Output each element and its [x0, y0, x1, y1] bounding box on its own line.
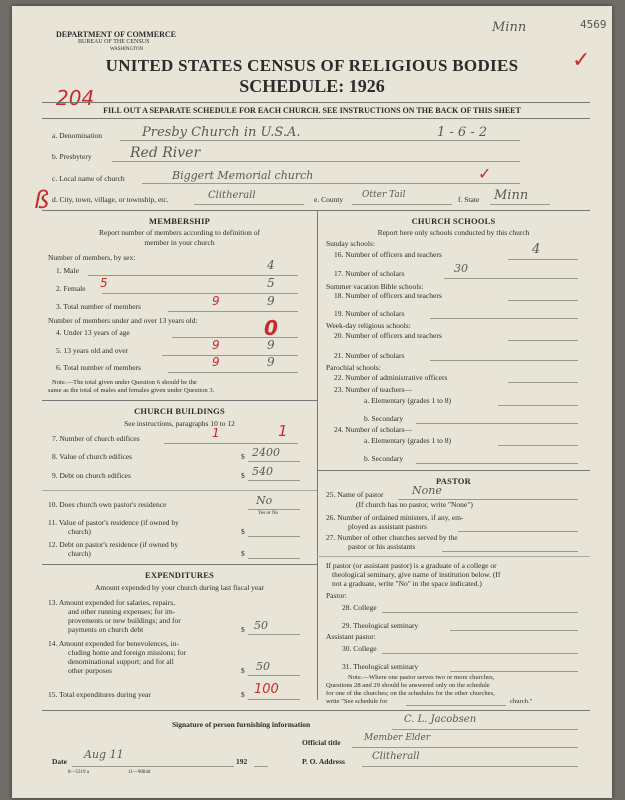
edifice-debt-value: 540 — [252, 465, 273, 478]
schools-title: CHURCH SCHOOLS — [411, 216, 496, 226]
q30-label: 30. College — [342, 644, 377, 653]
graduate-note-1: If pastor (or assistant pastor) is a graduate of a college or — [326, 561, 497, 570]
q20-label: 20. Number of officers and teachers — [334, 331, 442, 340]
form-title: UNITED STATES CENSUS OF RELIGIOUS BODIES — [105, 56, 519, 75]
q14-line-4: other purposes — [68, 666, 112, 675]
q19-label: 19. Number of scholars — [334, 309, 405, 318]
age-heading: Number of members under and over 13 years old: — [48, 316, 198, 325]
parochial-heading: Parochial schools: — [326, 363, 381, 372]
pastor-note-5: church." — [510, 698, 533, 705]
dollar-sign: $ — [241, 666, 245, 675]
by-sex-heading: Number of members, by sex: — [48, 253, 136, 262]
signature-value: C. L. Jacobsen — [404, 714, 477, 725]
under-13-label: 4. Under 13 years of age — [56, 328, 130, 337]
summer-heading: Summer vacation Bible schools: — [326, 282, 424, 291]
total-members-value: 9 — [267, 294, 275, 308]
male-value: 4 — [267, 258, 275, 272]
pastor-note-1: Note.—Where one pastor serves two or more churches, — [348, 674, 495, 681]
dollar-sign: $ — [241, 452, 245, 461]
over-13-value: 9 — [267, 338, 275, 352]
church-name-label: c. Local name of church — [52, 174, 125, 183]
q23b-label: b. Secondary — [364, 414, 404, 423]
q13-line-4: payments on church debt — [68, 625, 144, 634]
q16-label: 16. Number of officers and teachers — [334, 250, 442, 259]
q14-line-1: 14. Amount expended for benevolences, in- — [48, 639, 180, 648]
po-address-value: Clitherall — [372, 751, 420, 762]
q25-value: None — [412, 484, 442, 497]
q21-label: 21. Number of scholars — [334, 351, 405, 360]
q24-label: 24. Number of scholars— — [334, 425, 412, 434]
edifices-label: 7. Number of church edifices — [52, 434, 140, 443]
q31-label: 31. Theological seminary — [342, 662, 419, 671]
q17-label: 17. Number of scholars — [334, 269, 405, 278]
red-check-mark-2: ✓ — [478, 164, 492, 183]
edifices-value: 1 — [278, 422, 288, 440]
q24b-label: b. Secondary — [364, 454, 404, 463]
red-handwritten-number: 204 — [56, 86, 95, 110]
total-members-2-value: 9 — [267, 355, 275, 369]
dollar-sign: $ — [241, 527, 245, 536]
q25-label: 25. Name of pastor — [326, 490, 384, 499]
membership-sub-2: member in your church — [144, 238, 215, 247]
residence-debt-label-2: church) — [68, 549, 91, 558]
q13-line-1: 13. Amount expended for salaries, repairs, — [48, 598, 176, 607]
q23-label: 23. Number of teachers— — [334, 385, 412, 394]
over-13-red-figure: 9 — [212, 338, 220, 352]
bureau-label: BUREAU OF THE CENSUS — [78, 39, 150, 45]
membership-note-1: Note.—The total given under Question 6 should be the — [52, 379, 197, 386]
q26-label-2: ployed as assistant pastors — [348, 522, 427, 531]
yes-no-hint: Yes or No — [258, 511, 279, 516]
assistant-subhead: Assistant pastor: — [326, 632, 376, 641]
city-label: WASHINGTON — [110, 47, 144, 52]
q13-value: 50 — [254, 619, 268, 632]
handwritten-state-note: Minn — [492, 20, 527, 35]
q27-label-1: 27. Number of other churches served by the — [326, 533, 458, 542]
female-value: 5 — [267, 276, 275, 290]
edifices-red-figure: 1 — [212, 426, 220, 440]
instruction-bar: FILL OUT A SEPARATE SCHEDULE FOR EACH CHURCH. SEE INSTRUCTIONS ON THE BACK OF THIS SHEET — [103, 106, 521, 115]
date-label: Date — [52, 757, 67, 766]
total-members-2-red-figure: 9 — [212, 355, 220, 369]
q23a-label: a. Elementary (grades 1 to 8) — [364, 396, 452, 405]
pastor-subhead: Pastor: — [326, 591, 347, 600]
presbytery-label: b. Presbytery — [52, 152, 92, 161]
q24a-label: a. Elementary (grades 1 to 8) — [364, 436, 452, 445]
state-label: f. State — [458, 195, 480, 204]
weekday-heading: Week-day religious schools: — [326, 321, 411, 330]
pastor-title: PASTOR — [436, 476, 471, 486]
state-value: Minn — [494, 188, 529, 203]
q18-label: 18. Number of officers and teachers — [334, 291, 442, 300]
q22-label: 22. Number of administrative officers — [334, 373, 448, 382]
buildings-sub: See instructions, paragraphs 10 to 12 — [124, 419, 235, 428]
q16-value: 4 — [532, 242, 541, 257]
owns-residence-label: 10. Does church own pastor's residence — [48, 500, 167, 509]
buildings-title: CHURCH BUILDINGS — [134, 406, 225, 416]
date-value: Aug 11 — [84, 748, 124, 761]
edifice-debt-label: 9. Debt on church edifices — [52, 471, 131, 480]
q25-note: (If church has no pastor, write "None") — [356, 500, 473, 509]
edifice-value-value: 2400 — [252, 446, 280, 459]
female-red-figure: 5 — [100, 276, 108, 290]
residence-value-label-2: church) — [68, 527, 91, 536]
membership-title: MEMBERSHIP — [148, 216, 211, 226]
expenditures-title: EXPENDITURES — [145, 570, 214, 580]
pastor-note-2: Questions 28 and 29 should be answered only on the schedule — [326, 682, 490, 689]
over-13-label: 5. 13 years old and over — [56, 346, 129, 355]
church-name-value: Biggert Memorial church — [172, 169, 314, 182]
q17-value: 30 — [454, 262, 468, 275]
q28-label: 28. College — [342, 603, 377, 612]
form-number-2: 11—9084d — [128, 770, 151, 775]
denomination-value: Presby Church in U.S.A. — [142, 125, 301, 140]
county-value: Otter Tail — [362, 190, 406, 200]
schools-sub: Report here only schools conducted by this church — [377, 228, 530, 237]
q13-line-3: provements or new buildings; and for — [68, 616, 181, 625]
form-number: 8—5319 a — [68, 770, 89, 775]
official-title-value: Member Elder — [364, 733, 431, 743]
dollar-sign: $ — [241, 625, 245, 634]
dollar-sign: $ — [241, 690, 245, 699]
pastor-note-4: write "See schedule for — [326, 698, 388, 705]
red-margin-mark: ß — [34, 186, 50, 214]
official-title-label: Official title — [302, 738, 341, 747]
year-label: 192 — [236, 757, 248, 766]
q15-label: 15. Total expenditures during year — [48, 690, 151, 699]
under-13-value: 0 — [264, 316, 278, 340]
q14-value: 50 — [256, 660, 270, 673]
census-schedule-sheet — [12, 6, 612, 798]
total-members-label: 3. Total number of members — [56, 302, 141, 311]
membership-note-2: same as the total of males and females given under Question 3. — [48, 387, 215, 394]
q15-value: 100 — [254, 682, 279, 697]
residence-debt-label-1: 12. Debt on pastor's residence (if owned by — [48, 540, 179, 549]
q14-line-2: cluding home and foreign missions; for — [68, 648, 187, 657]
male-label: 1. Male — [56, 266, 79, 275]
signature-label: Signature of person furnishing information — [172, 720, 311, 729]
membership-sub-1: Report number of members according to definition of — [99, 228, 260, 237]
sunday-heading: Sunday schools: — [326, 239, 375, 248]
owns-residence-value: No — [256, 494, 273, 507]
total-members-red-figure: 9 — [212, 294, 220, 308]
q14-line-3: denominational support; and for all — [68, 657, 174, 666]
city-town-value: Clitherall — [208, 190, 256, 201]
po-address-label: P. O. Address — [302, 757, 345, 766]
county-label: e. County — [314, 195, 344, 204]
expenditures-sub: Amount expended by your church during last fiscal year — [94, 583, 265, 592]
form-subtitle: SCHEDULE: 1926 — [239, 76, 385, 96]
q29-label: 29. Theological seminary — [342, 621, 419, 630]
graduate-note-2: theological seminary, give name of institution below. (If — [332, 570, 501, 579]
total-members-2-label: 6. Total number of members — [56, 363, 141, 372]
dollar-sign: $ — [241, 549, 245, 558]
edifice-value-label: 8. Value of church edifices — [52, 452, 133, 461]
q27-label-2: pastor or his assistants — [348, 542, 416, 551]
schedule-number: 4569 — [580, 18, 607, 31]
presbytery-value: Red River — [130, 145, 201, 161]
female-label: 2. Female — [56, 284, 86, 293]
dollar-sign: $ — [241, 471, 245, 480]
graduate-note-3: not a graduate, write "No" in the space indicated.) — [332, 579, 482, 588]
city-town-label: d. City, town, village, or township, etc. — [52, 195, 169, 204]
denomination-code: 1 - 6 - 2 — [437, 125, 488, 140]
red-check-mark: ✓ — [572, 48, 591, 73]
q26-label-1: 26. Number of ordained ministers, if any, em- — [326, 513, 464, 522]
residence-value-label-1: 11. Value of pastor's residence (if owned by — [48, 518, 179, 527]
pastor-note-3: for one of the churches; on the schedules for the other churches, — [326, 690, 495, 697]
department-label: DEPARTMENT OF COMMERCE — [56, 30, 177, 39]
denomination-label: a. Denomination — [52, 131, 102, 140]
q13-line-2: and other running expenses; for im- — [68, 607, 176, 616]
